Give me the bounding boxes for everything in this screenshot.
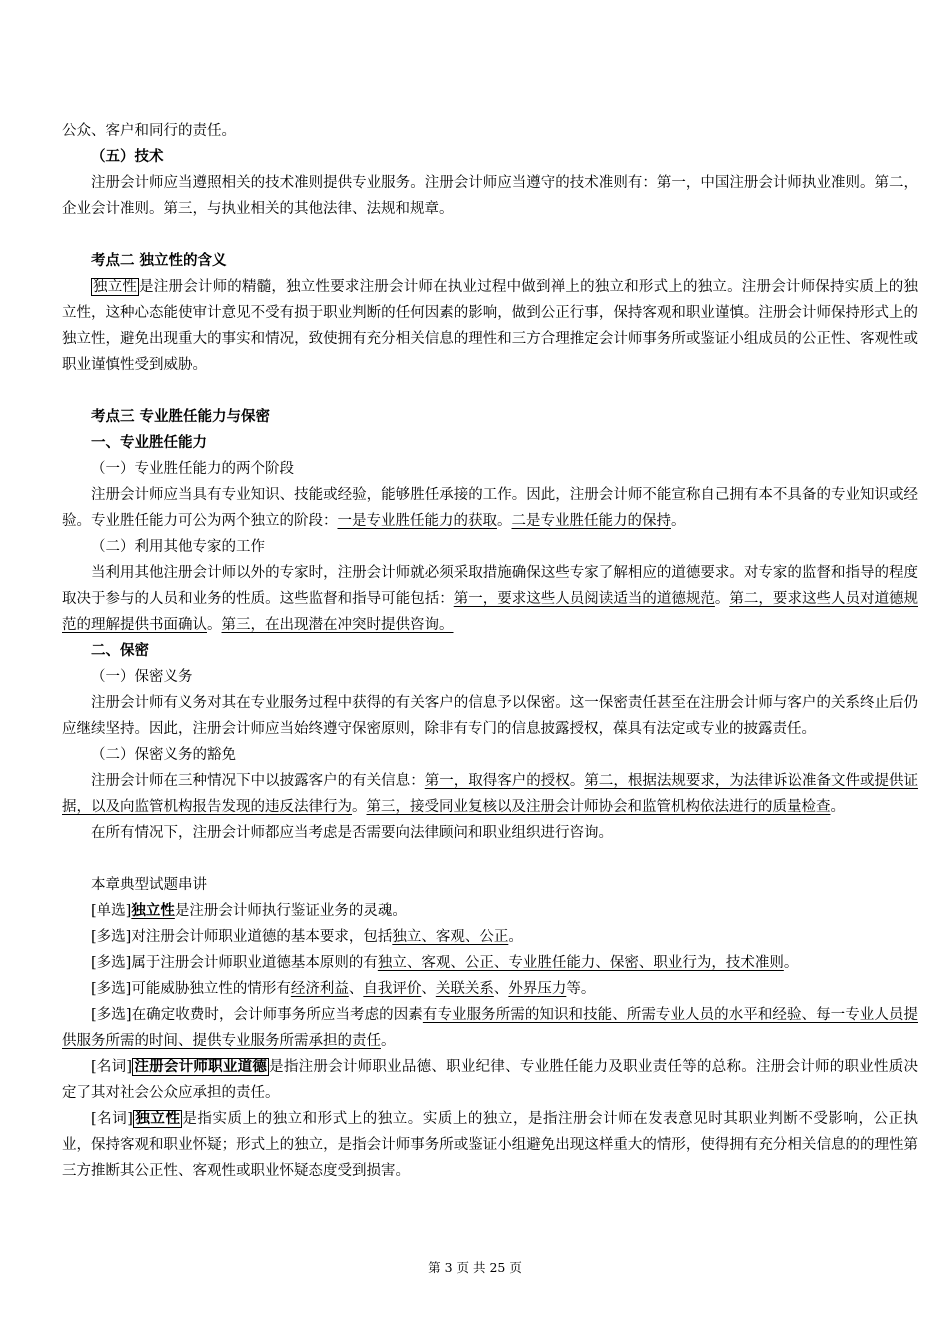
q4-sep: 、 [348, 981, 364, 997]
confidentiality-heading: 二、保密 [91, 643, 149, 659]
confidentiality-paragraph1: 注册会计师有义务对其在专业服务过程中获得的有关客户的信息予以保密。这一保密责任甚至在注册会计师与客户的关系终止后仍应继续坚持。因此，注册会计师应当始终遵守保密原则，除非有专门的信息披露授权，葆具有法定或专业的披露责任。 [62, 695, 918, 737]
q4-tag: [多选] [91, 981, 132, 997]
q4-sep: 、 [493, 981, 509, 997]
review-n2 [62, 1106, 918, 1184]
competence-paragraph2 [62, 560, 918, 638]
q5-tag: [多选] [91, 1007, 132, 1023]
confidentiality-p2-end: 。 [830, 799, 845, 815]
q2-tag: [多选] [91, 929, 132, 945]
review-n1 [62, 1054, 918, 1106]
competence-p1-stage1: 一是专业胜任能力的获取 [337, 513, 497, 529]
q1-term: 独立性 [131, 903, 175, 919]
q3-answer: 独立、客观、公正、专业胜任能力、保密、职业行为，技术准则 [377, 955, 784, 971]
q4-answer4: 外界压力 [508, 981, 567, 997]
q4-end: 等。 [566, 981, 596, 997]
q5-text: 在确定收费时，会计师事务所应当考虑的因素 [131, 1007, 423, 1023]
competence-p2-item2: 第二，要求这些人员对道德规范的理解提供书面确认 [62, 591, 919, 633]
n1-term: 注册会计师职业道德 [134, 1059, 268, 1075]
competence-p1-stage2: 二是专业胜任能力的保持 [511, 513, 671, 529]
q4-text: 可能威胁独立性的情形有 [131, 981, 291, 997]
q3-end: 。 [783, 955, 799, 971]
competence-p2-sep2: 。 [207, 617, 222, 633]
review-q1 [62, 898, 918, 924]
point2-term: 独立性 [93, 279, 138, 295]
competence-p2-sep1: 。 [714, 591, 730, 607]
point2-paragraph-text: 是注册会计师的精髓，独立性要求注册会计师在执业过程中做到禅上的独立和形式上的独立。注册会计师保持实质上的独立性，这种心态能使审计意见不受有损于职业判断的任何因素的影响，做到公正行事，保持客观和职业谨慎。注册会计师保持形式上的独立性，避免出现重大的事实和情况，致使拥有充分相关信息的理性和三方合理推定会计师事务所或鉴证小组成员的公正性、客观性或职业谨慎性受到威胁。 [62, 279, 919, 373]
q4-sep: 、 [421, 981, 436, 997]
confidentiality-sub2: （二）保密义务的豁免 [91, 747, 236, 763]
competence-p1-sep: 。 [497, 513, 512, 529]
tech-heading: （五）技术 [91, 149, 164, 165]
review-q2 [62, 924, 918, 950]
competence-heading: 一、专业胜任能力 [91, 435, 207, 451]
confidentiality-p2-text: 注册会计师在三种情况下中以披露客户的有关信息： [91, 773, 425, 789]
q1-tag: [单选] [91, 903, 132, 919]
review-heading: 本章典型试题串讲 [91, 877, 207, 893]
n2-tag: [名词] [91, 1111, 133, 1127]
competence-p2-text: 当利用其他注册会计师以外的专家时，注册会计师就必须采取措施确保这些专家了解相应的道德要求。对专家的监督和指导的程度取决于参与的人员和业务的性质。这些监督和指导可能包括： [62, 565, 918, 607]
q5-answer: 有专业服务所需的知识和技能、所需专业人员的水平和经验、每一专业人员提供服务所需的时间、提供专业服务所需承担的责任 [62, 1007, 918, 1049]
n2-term: 独立性 [134, 1111, 181, 1127]
confidentiality-paragraph2 [62, 768, 918, 820]
review-q4 [62, 976, 918, 1002]
n2-text: 是指实质上的独立和形式上的独立。实质上的独立，是指注册会计师在发表意见时其职业判断不受影响，公正执业，保持客观和职业怀疑；形式上的独立，是指会计师事务所或鉴证小组避免出现这样重大的情形，使得拥有充分相关信息的的理性第三方推断其公正性、客观性或职业怀疑态度受到损害。 [62, 1111, 919, 1179]
q4-answer3: 关联关系 [435, 981, 494, 997]
competence-p1-text: 注册会计师应当具有专业知识、技能或经验，能够胜任承接的工作。因此，注册会计师不能宣称自己拥有本不具备的专业知识或经验。专业胜任能力可公为两个独立的阶段： [62, 487, 918, 529]
confidentiality-p2-item3: 第三，接受同业复核以及注册会计师协会和监管机构依法进行的质量检查 [366, 799, 831, 815]
confidentiality-paragraph3: 在所有情况下，注册会计师都应当考虑是否需要向法律顾问和职业组织进行咨询。 [91, 825, 613, 841]
q4-answer2: 自我评价 [363, 981, 422, 997]
review-q3 [62, 950, 918, 976]
competence-p2-item3: 第三，在出现潜在冲突时提供咨询。 [221, 617, 454, 633]
confidentiality-sub1: （一）保密义务 [91, 669, 193, 685]
q2-text: 对注册会计师职业道德的基本要求，包括 [131, 929, 393, 945]
q3-text: 属于注册会计师职业道德基本原则的有 [131, 955, 378, 971]
competence-sub1: （一）专业胜任能力的两个阶段 [91, 461, 294, 477]
confidentiality-p2-item1: 第一，取得客户的授权 [424, 773, 570, 789]
point3-heading: 考点三 专业胜任能力与保密 [91, 409, 271, 425]
competence-sub2: （二）利用其他专家的工作 [91, 539, 265, 555]
document-page [62, 118, 918, 1184]
confidentiality-p2-sep2: 。 [352, 799, 367, 815]
q1-text: 是注册会计师执行鉴证业务的灵魂。 [174, 903, 407, 919]
q5-end: 。 [381, 1033, 396, 1049]
tech-paragraph: 注册会计师应当遵照相关的技术准则提供专业服务。注册会计师应当遵守的技术准则有：第一，中国注册会计师执业准则。第二，企业会计准则。第三，与执业相关的其他法律、法规和规章。 [62, 175, 918, 217]
review-q5 [62, 1002, 918, 1054]
q2-answer: 独立、客观、公正 [392, 929, 509, 945]
confidentiality-p2-item2: 第二，根据法规要求，为法律诉讼准备文件或提供证据，以及向监管机构报告发现的违反法律行为 [62, 773, 919, 815]
n1-text: 是指注册会计师职业品德、职业纪律、专业胜任能力及职业责任等的总称。注册会计师的职业性质决定了其对社会公众应承担的责任。 [62, 1059, 918, 1101]
point2-paragraph [62, 274, 918, 378]
page-footer: 第 3 页 共 25 页 [428, 1260, 522, 1275]
q4-answer1: 经济利益 [290, 981, 349, 997]
competence-paragraph1 [62, 482, 918, 534]
confidentiality-p2-sep1: 。 [569, 773, 585, 789]
point2-heading: 考点二 独立性的含义 [91, 253, 227, 269]
q2-end: 。 [508, 929, 523, 945]
competence-p1-end: 。 [671, 513, 686, 529]
n1-tag: [名词] [91, 1059, 133, 1075]
intro-line: 公众、客户和同行的责任。 [62, 123, 236, 139]
competence-p2-item1: 第一，要求这些人员阅读适当的道德规范 [453, 591, 715, 607]
q3-tag: [多选] [91, 955, 132, 971]
